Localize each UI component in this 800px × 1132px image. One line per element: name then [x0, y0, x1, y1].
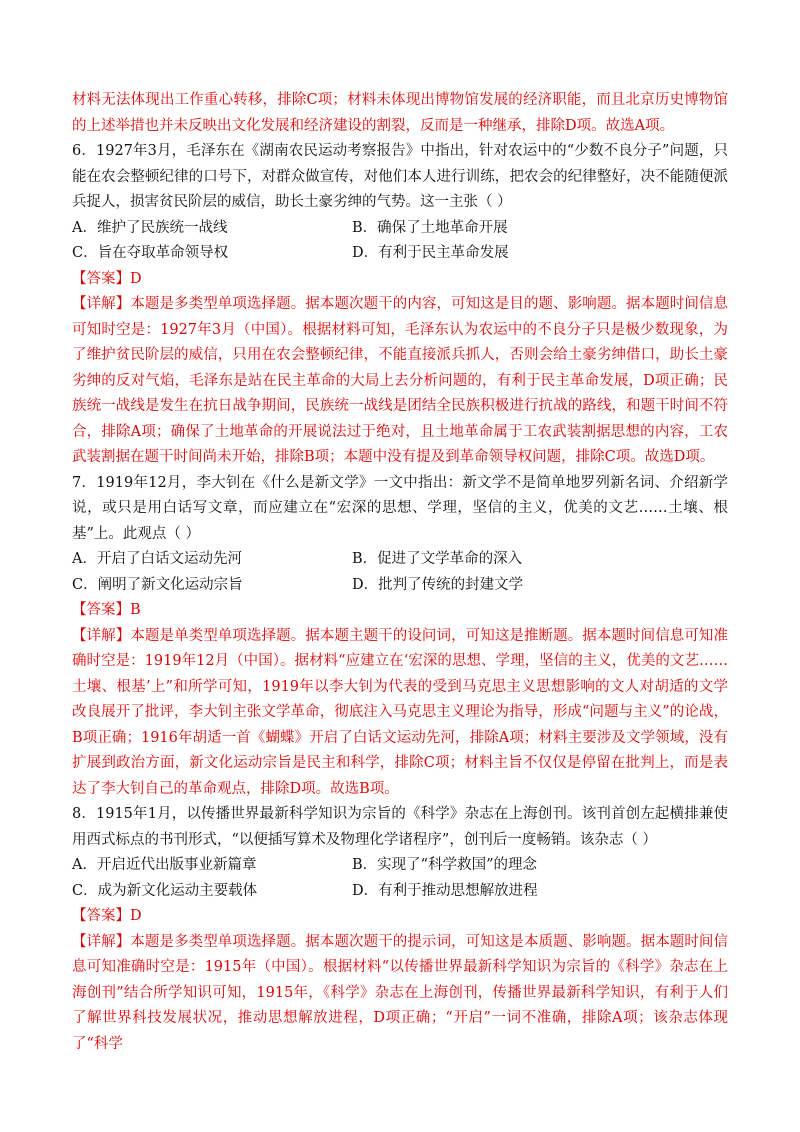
option-a: A．开启了白话文运动先河	[72, 551, 242, 567]
page-content	[72, 88, 728, 1057]
explanation	[72, 624, 728, 803]
answer-label: 【答案】D	[72, 908, 142, 924]
option-c: C．旨在夺取革命领导权	[72, 245, 229, 261]
question-8	[72, 802, 728, 1057]
option-b: B．确保了土地革命开展	[352, 219, 508, 236]
option-a: A．开启近代出版事业新篇章	[72, 857, 257, 873]
explanation-tag: 【详解】	[72, 296, 131, 312]
option-c: C．阐明了新文化运动宗旨	[72, 576, 243, 593]
option-d: D．批判了传统的封建文学	[352, 576, 524, 593]
question-stem: 7．1919年12月，李大钊在《什么是新文学》一文中指出：新文学不是简单地罗列新名词、介绍新学说，或只是用白话写文章，而应建立在“宏深的思想、学理，坚信的主义，优美的文艺……土壤、根基”上。此观点（ ）	[72, 474, 728, 542]
question-stem: 8．1915年1月，以传播世界最新科学知识为宗旨的《科学》杂志在上海创刊。该刊首创左起横排兼使用西式标点的书刊形式，“以便插写算术及物理化学诸程序”，创刊后一度畅销。该杂志（ ）	[72, 806, 728, 848]
explanation	[72, 930, 728, 1058]
explanation	[72, 292, 728, 471]
options-row	[72, 573, 728, 599]
options-row	[72, 241, 728, 267]
answer-label: 【答案】D	[72, 270, 142, 287]
options-row	[72, 879, 728, 905]
question-stem: 6．1927年3月，毛泽东在《湖南农民运动考察报告》中指出，针对农运中的“少数不良分子”问题，只能在农会整顿纪律的口号下，对群众做宣传，对他们本人进行训练，把农会的纪律整好，决不能随便派兵捉人，损害贫民阶层的威信，助长土豪劣绅的气势。这一主张（ ）	[72, 143, 728, 210]
answer-label: 【答案】B	[72, 602, 141, 618]
previous-explanation: 材料无法体现出工作重心转移，排除C项；材料未体现出博物馆发展的经济职能，而且北京历史博物馆的上述举措也并未反映出文化发展和经济建设的割裂，反而是一种继承，排除D项。故选A项。	[72, 92, 728, 134]
option-a: A．维护了民族统一战线	[72, 219, 228, 236]
option-c: C．成为新文化运动主要载体	[72, 882, 258, 899]
explanation-tag: 【详解】	[72, 627, 131, 644]
option-d: D．有利于民主革命发展	[352, 245, 509, 261]
option-b: B．促进了文学革命的深入	[352, 551, 523, 567]
options-row	[72, 547, 728, 573]
explanation-text: 本题是多类型单项选择题。据本题次题干的提示词，可知这是本质题、影响题。据本题时间信息可知准确时空是：1915年（中国）。根据材料“以传播世界最新科学知识为宗旨的《科学》杂志在上海创刊”结合所学知识可知，1915年，《科学》杂志在上海创刊，传播世界最新科学知识，有利于人们了解世界科技发展状况，推动思想解放进程，D项正确；“开启”一词不准确，排除A项；该杂志体现了“科学	[72, 933, 729, 1052]
question-7	[72, 471, 728, 803]
option-d: D．有利于推动思想解放进程	[352, 882, 538, 899]
options-row	[72, 216, 728, 242]
explanation-text: 本题是多类型单项选择题。据本题次题干的内容，可知这是目的题、影响题。据本题时间信息可知时空是：1927年3月（中国）。根据材料可知，毛泽东认为农运中的不良分子只是极少数现象，为了维护贫民阶层的威信，只用在农会整顿纪律，不能直接派兵抓人，否则会给土豪劣绅借口，助长土豪劣绅的反对气焰，毛泽东是站在民主革命的大局上去分析问题的，有利于民主革命发展，D项正确；民族统一战线是发生在抗日战争期间，民族统一战线是团结全民族积极进行抗战的路线，和题干时间不符合，排除A项；确保了土地革命的开展说法过于绝对，且土地革命属于工农武装割据思想的内容，工农武装割据在题干时间尚未开始，排除B项；本题中没有提及到革命领导权问题，排除C项。故选D项。	[72, 296, 729, 465]
options-row	[72, 853, 728, 879]
explanation-tag: 【详解】	[72, 933, 131, 950]
question-6	[72, 139, 728, 471]
explanation-text: 本题是单类型单项选择题。据本题主题干的设问词，可知这是推断题。据本题时间信息可知准确时空是：1919年12月（中国）。据材料“应建立在‘宏深的思想、学理，坚信的主义，优美的文艺……土壤、根基’上”和所学可知，1919年以李大钊为代表的受到马克思主义思想影响的文人对胡适的文学改良展开了批评，李大钊主张文学革命，彻底注入马克思主义理论为指导，形成“问题与主义”的论战，B项正确；1916年胡适一首《蝴蝶》开启了白话文运动先河，排除A项；材料主要涉及文学领域，没有扩展到政治方面，新文化运动宗旨是民主和科学，排除C项；材料主旨不仅仅是停留在批判上，而是表达了李大钊自己的革命观点，排除D项。故选B项。	[72, 627, 729, 797]
option-b: B．实现了“科学救国”的理念	[352, 857, 537, 873]
